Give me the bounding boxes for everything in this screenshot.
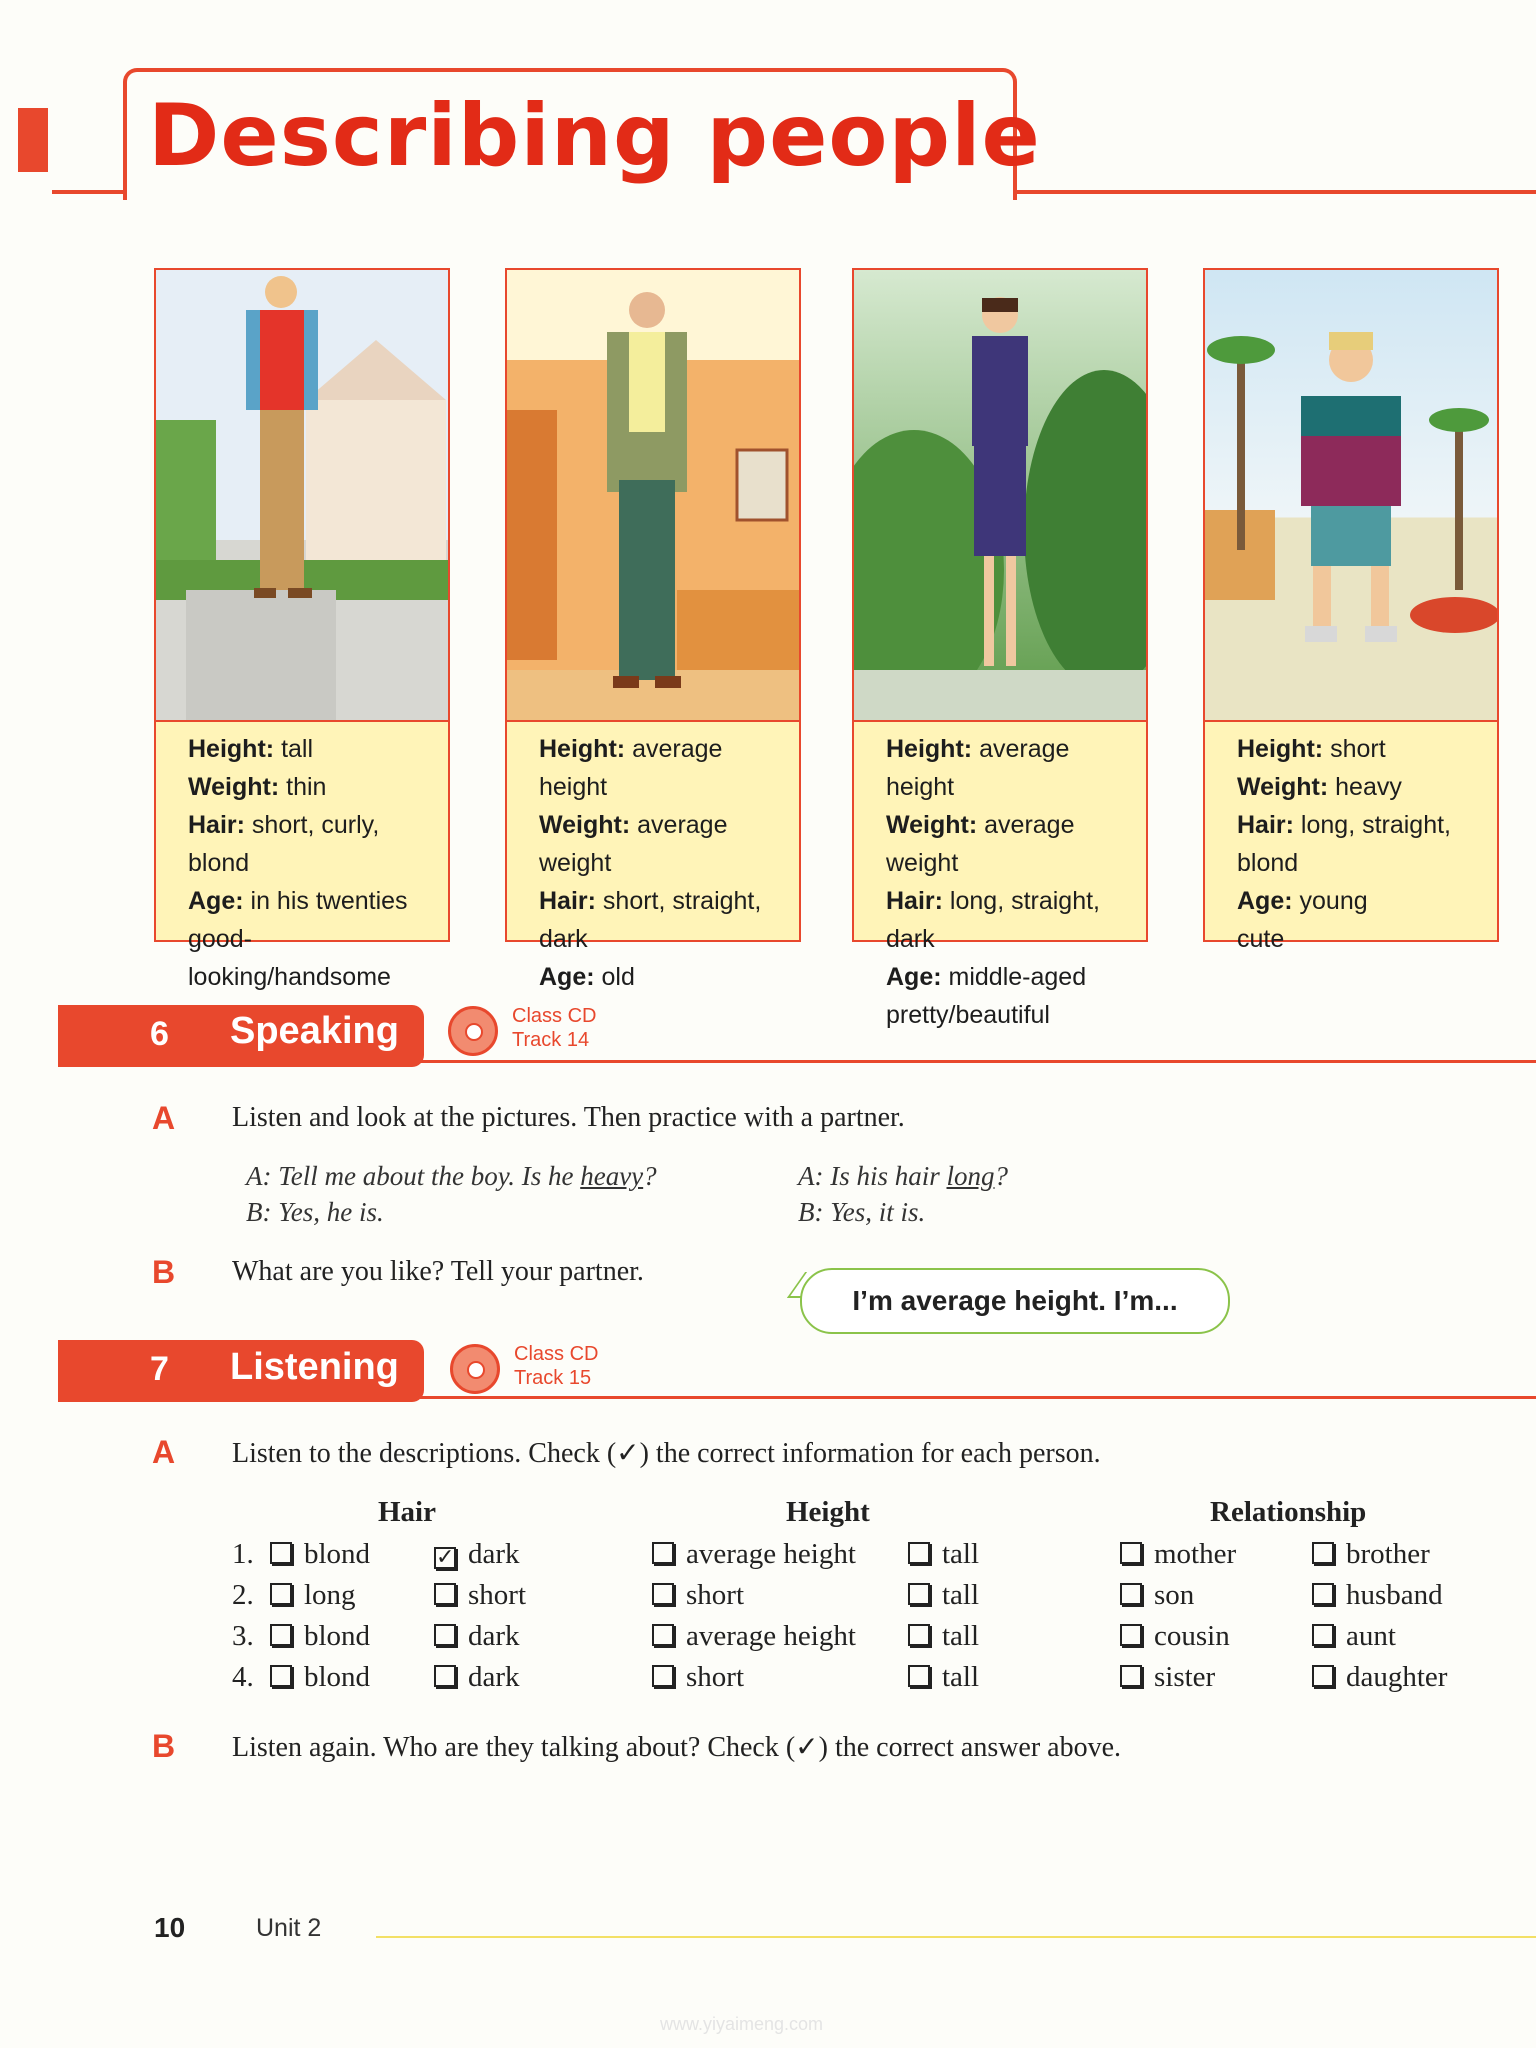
checkbox[interactable] bbox=[1120, 1583, 1142, 1605]
height-option-b bbox=[908, 1538, 979, 1571]
checkbox[interactable] bbox=[908, 1583, 930, 1605]
speaking-cd-info: Class CD Track 14 bbox=[512, 1005, 597, 1051]
checkbox[interactable] bbox=[908, 1624, 930, 1646]
cd-icon bbox=[450, 1344, 500, 1394]
person-info-4: Height: short Weight: heavy Hair: long, straight, blond Age: young cute bbox=[1237, 735, 1452, 953]
checkbox[interactable]: ✓ bbox=[436, 1544, 455, 1569]
option-label: sister bbox=[1154, 1661, 1216, 1693]
checkbox[interactable] bbox=[270, 1665, 292, 1687]
option-label: husband bbox=[1346, 1579, 1443, 1611]
page-title: Describing people bbox=[148, 86, 1041, 186]
person-illustration-4 bbox=[1205, 270, 1497, 722]
column-header-relationship: Relationship bbox=[1210, 1496, 1367, 1528]
height-option-b bbox=[908, 1661, 979, 1694]
person-info-2: Height: average height Weight: average weight Hair: short, straight, dark Age: old bbox=[539, 735, 762, 991]
checkbox[interactable] bbox=[652, 1542, 674, 1564]
title-accent-bar bbox=[18, 108, 48, 172]
option-label: aunt bbox=[1346, 1620, 1396, 1652]
row-number: 2. bbox=[232, 1579, 254, 1611]
dialog-1: A: Tell me about the boy. Is he heavy? B: Yes, he is. bbox=[246, 1161, 657, 1227]
listening-number: 7 bbox=[150, 1350, 169, 1388]
speaking-title: Speaking bbox=[230, 1010, 399, 1052]
option-label: average height bbox=[686, 1620, 856, 1652]
listening-a-letter: A bbox=[152, 1434, 176, 1470]
hair-option-b bbox=[434, 1579, 526, 1612]
height-option-b bbox=[908, 1620, 979, 1653]
checkbox[interactable] bbox=[270, 1542, 292, 1564]
option-label: long bbox=[304, 1579, 356, 1611]
speaking-a-letter: A bbox=[152, 1100, 176, 1136]
option-label: tall bbox=[942, 1579, 980, 1611]
unit-label: Unit 2 bbox=[256, 1914, 322, 1942]
speaking-b-instruction: What are you like? Tell your partner. bbox=[232, 1256, 644, 1287]
checkbox[interactable] bbox=[434, 1665, 456, 1687]
option-label: short bbox=[468, 1579, 526, 1611]
row-number: 4. bbox=[232, 1661, 254, 1693]
watermark: www.yiyaimeng.com bbox=[660, 2014, 824, 2034]
hair-option-a bbox=[270, 1538, 370, 1571]
checkbox[interactable] bbox=[1120, 1624, 1142, 1646]
checkbox[interactable] bbox=[652, 1583, 674, 1605]
checkbox[interactable] bbox=[908, 1665, 930, 1687]
option-label: dark bbox=[468, 1538, 520, 1570]
option-label: dark bbox=[468, 1661, 520, 1693]
relationship-option-a bbox=[1120, 1620, 1230, 1653]
option-label: short bbox=[686, 1661, 744, 1693]
height-option-a bbox=[652, 1620, 856, 1653]
speaking-a-instruction: Listen and look at the pictures. Then practice with a partner. bbox=[232, 1102, 905, 1133]
hair-option-a bbox=[270, 1579, 356, 1612]
checkbox[interactable] bbox=[270, 1624, 292, 1646]
relationship-option-a bbox=[1120, 1538, 1236, 1571]
relationship-option-a bbox=[1120, 1661, 1215, 1694]
person-info-3: Height: average height Weight: average weight Hair: long, straight, dark Age: middle-aged pretty/beautiful bbox=[886, 735, 1101, 1029]
option-label: average height bbox=[686, 1538, 856, 1570]
option-label: tall bbox=[942, 1661, 980, 1693]
hair-option-a bbox=[270, 1661, 370, 1694]
option-label: dark bbox=[468, 1620, 520, 1652]
checkbox[interactable] bbox=[1312, 1624, 1334, 1646]
hair-option-b bbox=[434, 1538, 520, 1571]
checkbox[interactable] bbox=[652, 1665, 674, 1687]
cd-icon bbox=[448, 1006, 498, 1056]
person-card-3 bbox=[852, 268, 1148, 1029]
checkbox[interactable] bbox=[1120, 1665, 1142, 1687]
relationship-option-b bbox=[1312, 1538, 1430, 1571]
listening-rule bbox=[58, 1396, 1536, 1399]
person-info-1: Height: tall Weight: thin Hair: short, curly, blond Age: in his twenties good-looking/handsome bbox=[188, 735, 408, 991]
listening-b-letter: B bbox=[152, 1728, 176, 1764]
option-label: blond bbox=[304, 1538, 371, 1570]
listening-title: Listening bbox=[230, 1346, 399, 1388]
height-option-a bbox=[652, 1661, 744, 1694]
option-label: tall bbox=[942, 1620, 980, 1652]
column-header-height: Height bbox=[786, 1496, 870, 1528]
person-card-4 bbox=[1203, 268, 1499, 953]
checkbox[interactable] bbox=[908, 1542, 930, 1564]
hair-option-a bbox=[270, 1620, 370, 1653]
person-illustration-2 bbox=[507, 270, 799, 722]
checkbox[interactable] bbox=[652, 1624, 674, 1646]
footer-rule bbox=[376, 1936, 1536, 1938]
person-illustration-1 bbox=[156, 270, 448, 722]
hair-option-b bbox=[434, 1620, 520, 1653]
speaking-number: 6 bbox=[150, 1015, 169, 1053]
option-label: short bbox=[686, 1579, 744, 1611]
height-option-b bbox=[908, 1579, 979, 1612]
checkbox[interactable] bbox=[1120, 1542, 1142, 1564]
person-card-1 bbox=[154, 268, 450, 991]
hair-option-b bbox=[434, 1661, 520, 1694]
option-label: mother bbox=[1154, 1538, 1237, 1570]
checkbox[interactable] bbox=[270, 1583, 292, 1605]
relationship-option-b bbox=[1312, 1579, 1443, 1612]
checkbox[interactable] bbox=[1312, 1665, 1334, 1687]
speaking-b-letter: B bbox=[152, 1254, 176, 1290]
checkbox[interactable] bbox=[1312, 1583, 1334, 1605]
row-number: 3. bbox=[232, 1620, 254, 1652]
relationship-option-a bbox=[1120, 1579, 1194, 1612]
option-label: tall bbox=[942, 1538, 980, 1570]
relationship-option-b bbox=[1312, 1661, 1447, 1694]
listening-b-instruction: Listen again. Who are they talking about? Check (✓) the correct answer above. bbox=[232, 1732, 1122, 1763]
option-label: blond bbox=[304, 1620, 371, 1652]
dialog-2: A: Is his hair long? B: Yes, it is. bbox=[798, 1161, 1009, 1227]
listening-cd-info: Class CD Track 15 bbox=[514, 1343, 599, 1389]
checkbox[interactable] bbox=[434, 1624, 456, 1646]
column-header-hair: Hair bbox=[378, 1496, 436, 1528]
height-option-a bbox=[652, 1538, 856, 1571]
option-label: blond bbox=[304, 1661, 371, 1693]
person-illustration-3 bbox=[854, 270, 1146, 722]
speaking-rule bbox=[58, 1060, 1536, 1063]
option-label: cousin bbox=[1154, 1620, 1230, 1652]
option-label: brother bbox=[1346, 1538, 1430, 1570]
height-option-a bbox=[652, 1579, 744, 1612]
checkbox[interactable] bbox=[434, 1583, 456, 1605]
checkbox[interactable] bbox=[1312, 1542, 1334, 1564]
speech-bubble: I’m average height. I’m... bbox=[800, 1268, 1230, 1334]
option-label: son bbox=[1154, 1579, 1195, 1611]
person-card-2 bbox=[505, 268, 801, 991]
page-number: 10 bbox=[154, 1912, 186, 1943]
option-label: daughter bbox=[1346, 1661, 1448, 1693]
row-number: 1. bbox=[232, 1538, 254, 1570]
listening-a-instruction: Listen to the descriptions. Check (✓) the correct information for each person. bbox=[232, 1438, 1101, 1469]
relationship-option-b bbox=[1312, 1620, 1396, 1653]
